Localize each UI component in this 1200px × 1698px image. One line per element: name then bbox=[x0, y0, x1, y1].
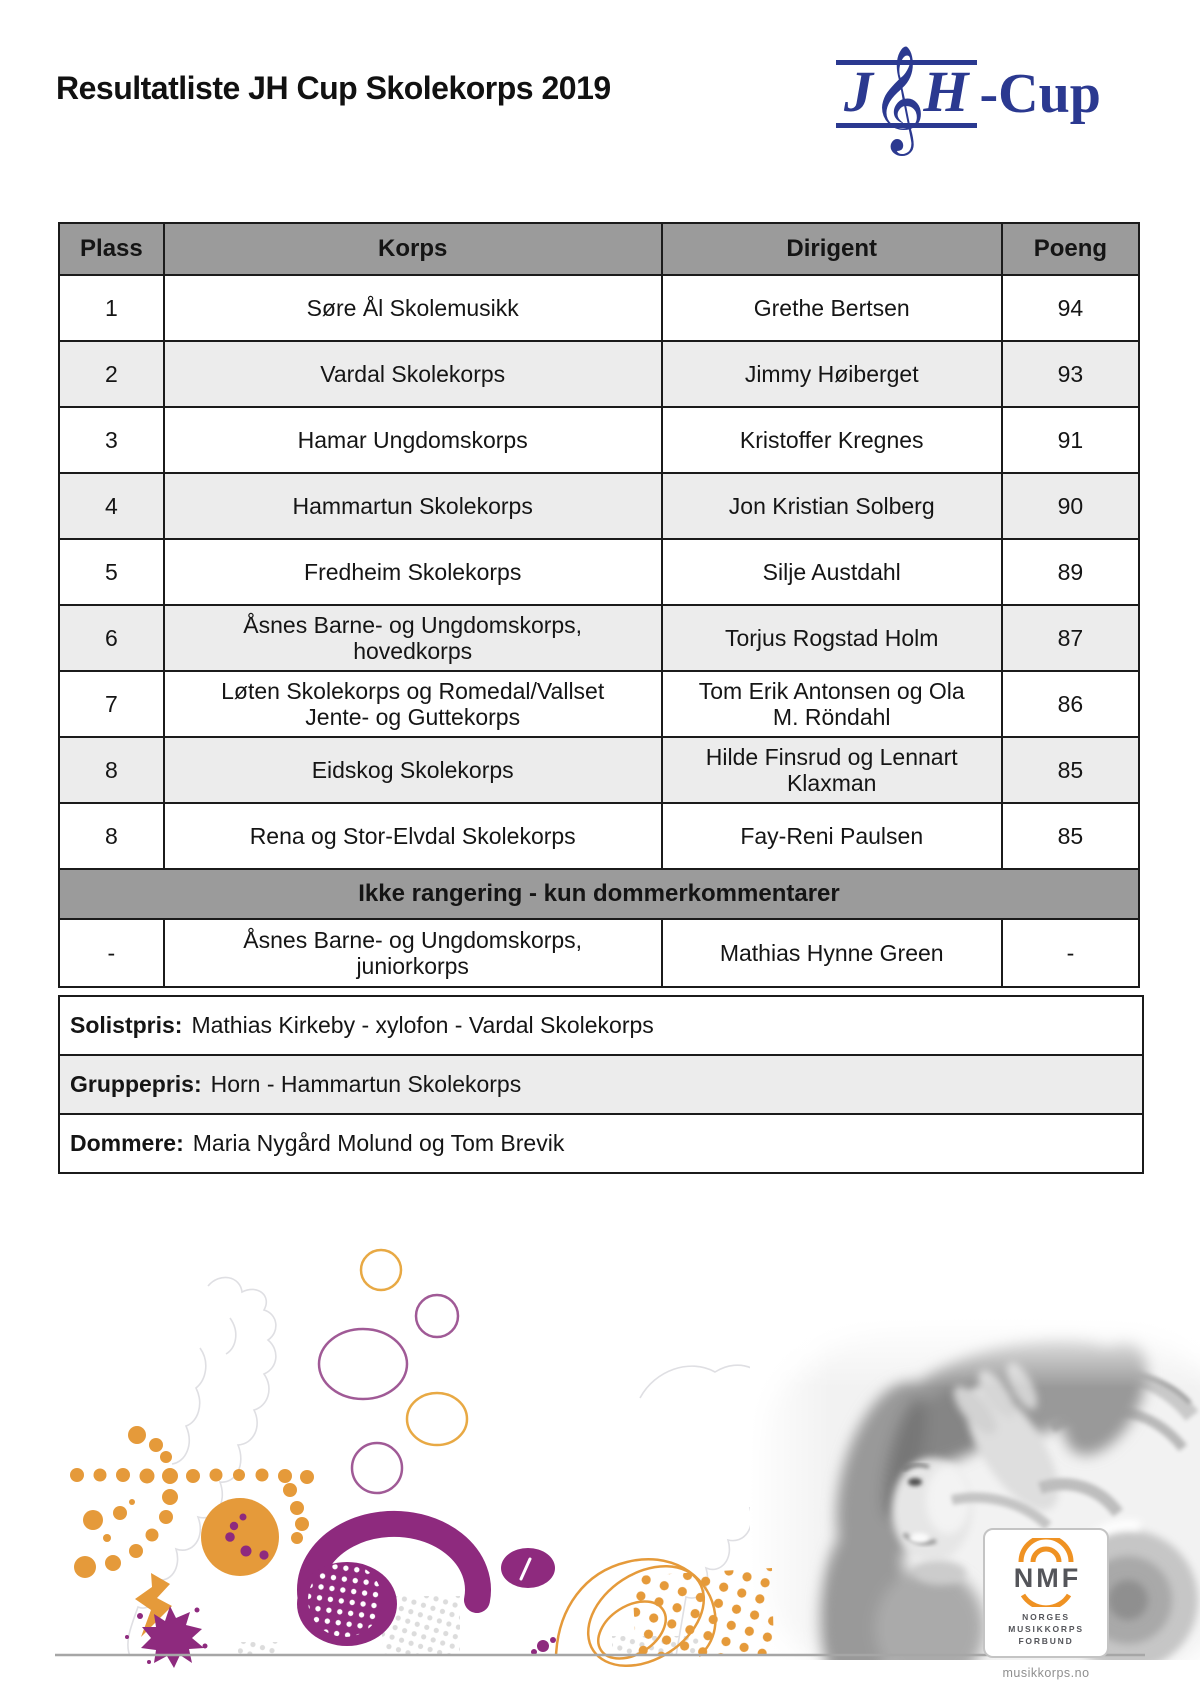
cell-poeng: 89 bbox=[1002, 539, 1139, 605]
cell-korps: Rena og Stor-Elvdal Skolekorps bbox=[164, 803, 662, 869]
table-row bbox=[59, 341, 1139, 407]
cell-korps: Hamar Ungdomskorps bbox=[164, 407, 662, 473]
orange-dot-lattice bbox=[632, 1568, 774, 1654]
table-row bbox=[59, 919, 1139, 987]
cell-plass: 8 bbox=[59, 737, 164, 803]
cell-korps: Åsnes Barne- og Ungdomskorps, hovedkorps bbox=[164, 605, 662, 671]
award-label: Solistpris: bbox=[70, 1012, 183, 1038]
cell-poeng: 90 bbox=[1002, 473, 1139, 539]
jhcup-logo bbox=[836, 44, 1101, 151]
nmf-logo-card bbox=[983, 1528, 1109, 1658]
header-plass: Plass bbox=[59, 223, 164, 275]
purple-ellipse bbox=[501, 1548, 556, 1655]
nmf-org-line: FORBUND bbox=[1018, 1635, 1074, 1646]
nmf-org-name bbox=[1008, 1612, 1084, 1648]
nmf-org-line: NORGES bbox=[1022, 1612, 1070, 1623]
cell-korps: Fredheim Skolekorps bbox=[164, 539, 662, 605]
cell-plass: 2 bbox=[59, 341, 164, 407]
section-band-label: Ikke rangering - kun dommerkommentarer bbox=[59, 869, 1139, 919]
website-text: musikkorps.no bbox=[1002, 1666, 1090, 1680]
header-korps: Korps bbox=[164, 223, 662, 275]
award-label: Gruppepris: bbox=[70, 1071, 202, 1097]
page-title: Resultatliste JH Cup Skolekorps 2019 bbox=[56, 70, 611, 106]
results-table bbox=[58, 222, 1140, 988]
nmf-arcs-top-icon bbox=[1011, 1538, 1081, 1564]
award-label: Dommere: bbox=[70, 1130, 184, 1156]
cell-korps: Hammartun Skolekorps bbox=[164, 473, 662, 539]
table-row bbox=[59, 275, 1139, 341]
cell-korps: Vardal Skolekorps bbox=[164, 341, 662, 407]
logo-letter-h: H bbox=[923, 59, 969, 124]
cell-dirigent: Tom Erik Antonsen og Ola M. Röndahl bbox=[662, 671, 1002, 737]
cell-plass: 8 bbox=[59, 803, 164, 869]
table-row bbox=[59, 737, 1139, 803]
table-row bbox=[59, 539, 1139, 605]
cell-dirigent: Torjus Rogstad Holm bbox=[662, 605, 1002, 671]
cell-korps: Løten Skolekorps og Romedal/Vallset Jente- og Guttekorps bbox=[164, 671, 662, 737]
cell-poeng: 91 bbox=[1002, 407, 1139, 473]
cell-dirigent: Fay-Reni Paulsen bbox=[662, 803, 1002, 869]
cell-dirigent: Kristoffer Kregnes bbox=[662, 407, 1002, 473]
cell-plass: 1 bbox=[59, 275, 164, 341]
table-header-row bbox=[59, 223, 1139, 275]
logo-letter-j: J bbox=[844, 59, 873, 124]
cell-poeng: 85 bbox=[1002, 803, 1139, 869]
header-dirigent: Dirigent bbox=[662, 223, 1002, 275]
award-value: Maria Nygård Molund og Tom Brevik bbox=[192, 1130, 565, 1156]
cell-plass: 7 bbox=[59, 671, 164, 737]
award-row-solistpris bbox=[60, 997, 1142, 1054]
girl-with-horn-photo bbox=[730, 1298, 1200, 1698]
cell-plass: 4 bbox=[59, 473, 164, 539]
award-value: Mathias Kirkeby - xylofon - Vardal Skolekorps bbox=[191, 1012, 654, 1038]
table-row bbox=[59, 605, 1139, 671]
cell-poeng: - bbox=[1002, 919, 1139, 987]
cell-dirigent: Jimmy Høiberget bbox=[662, 341, 1002, 407]
nmf-arc-bottom-icon bbox=[1015, 1592, 1077, 1607]
award-value: Horn - Hammartun Skolekorps bbox=[210, 1071, 522, 1097]
header-poeng: Poeng bbox=[1002, 223, 1139, 275]
cell-poeng: 94 bbox=[1002, 275, 1139, 341]
cell-dirigent: Jon Kristian Solberg bbox=[662, 473, 1002, 539]
paint-splat bbox=[125, 1606, 208, 1668]
cell-dirigent: Hilde Finsrud og Lennart Klaxman bbox=[662, 737, 1002, 803]
section-band-row bbox=[59, 869, 1139, 919]
cell-poeng: 93 bbox=[1002, 341, 1139, 407]
cell-plass: 3 bbox=[59, 407, 164, 473]
nmf-org-line: MUSIKKORPS bbox=[1008, 1624, 1084, 1635]
cell-plass: - bbox=[59, 919, 164, 987]
award-row-gruppepris bbox=[60, 1054, 1142, 1113]
cell-korps: Eidskog Skolekorps bbox=[164, 737, 662, 803]
cell-dirigent: Grethe Bertsen bbox=[662, 275, 1002, 341]
table-row bbox=[59, 671, 1139, 737]
logo-cup-text: -Cup bbox=[979, 63, 1101, 125]
cell-dirigent: Mathias Hynne Green bbox=[662, 919, 1002, 987]
cell-poeng: 87 bbox=[1002, 605, 1139, 671]
cell-poeng: 85 bbox=[1002, 737, 1139, 803]
cell-dirigent: Silje Austdahl bbox=[662, 539, 1002, 605]
cell-korps: Søre Ål Skolemusikk bbox=[164, 275, 662, 341]
cell-poeng: 86 bbox=[1002, 671, 1139, 737]
orange-circle-with-dots bbox=[201, 1498, 279, 1576]
table-row bbox=[59, 407, 1139, 473]
cell-plass: 5 bbox=[59, 539, 164, 605]
outline-circles bbox=[319, 1250, 467, 1493]
cell-korps: Åsnes Barne- og Ungdomskorps, juniorkorps bbox=[164, 919, 662, 987]
cell-plass: 6 bbox=[59, 605, 164, 671]
table-row bbox=[59, 803, 1139, 869]
table-row bbox=[59, 473, 1139, 539]
logo-jh-block: J 𝄞 H bbox=[836, 60, 977, 128]
nmf-acronym: NMF bbox=[1013, 1563, 1082, 1594]
orange-dot-cross bbox=[70, 1426, 314, 1578]
